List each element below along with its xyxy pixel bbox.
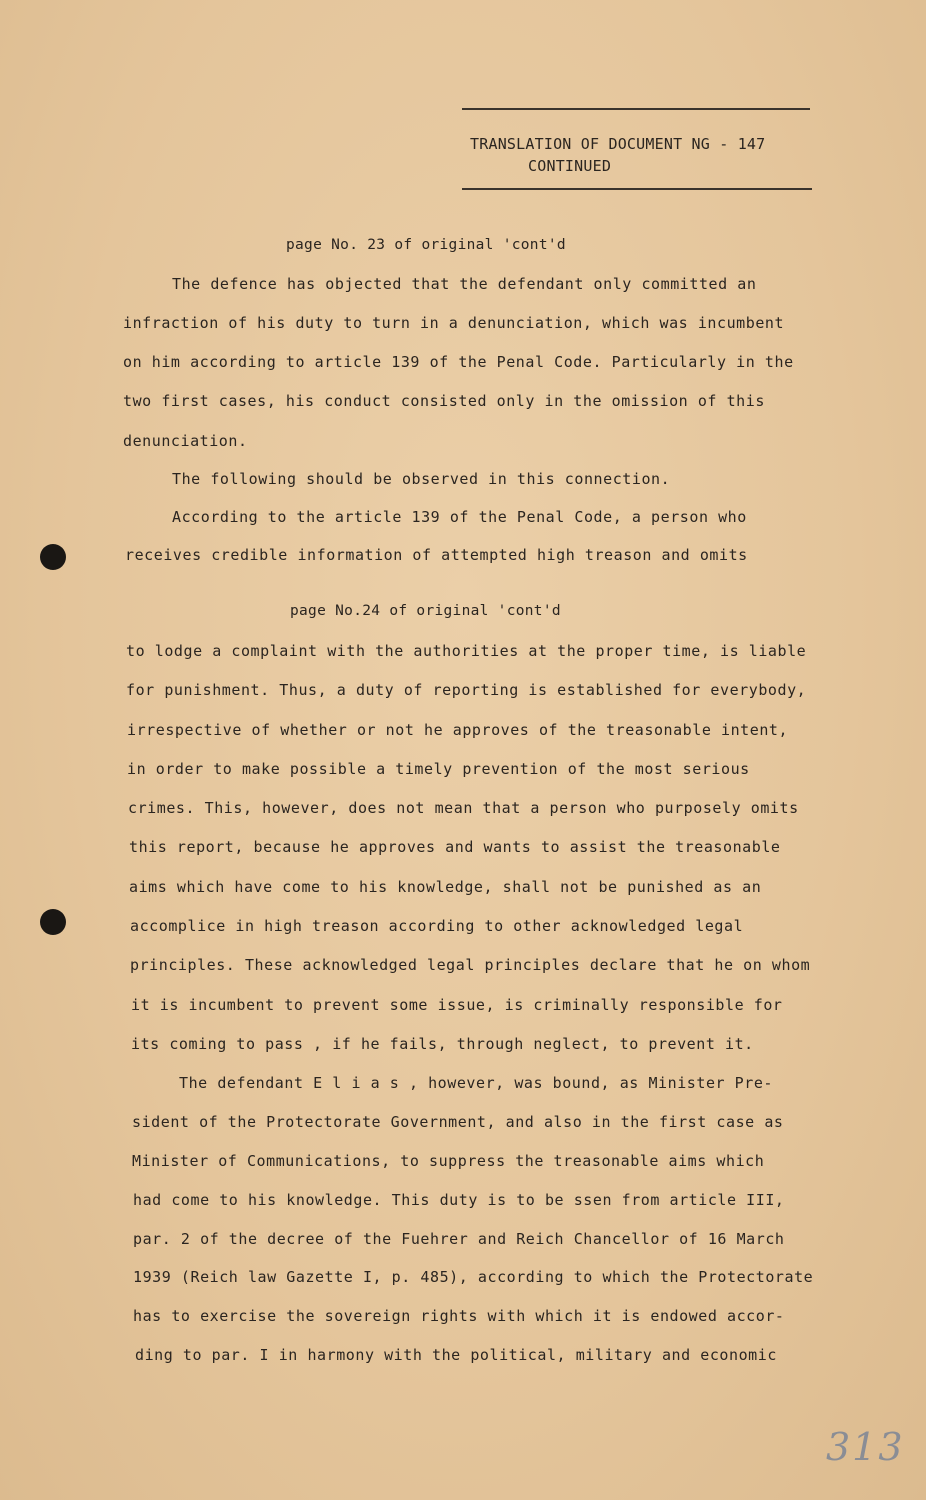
page-reference-24: page No.24 of original 'cont'd [290,603,561,619]
text-line: to lodge a complaint with the authorities at the proper time, is liable [126,642,807,660]
text-line: receives credible information of attempted high treason and omits [125,546,748,564]
text-line: two first cases, his conduct consisted only in the omission of this [123,392,765,410]
text-line: this report, because he approves and wants to assist the treasonable [129,838,781,856]
text-line: on him according to article 139 of the Penal Code. Particularly in the [123,353,794,371]
text-line: Minister of Communications, to suppress the treasonable aims which [132,1152,765,1170]
text-line: principles. These acknowledged legal principles declare that he on whom [130,956,811,974]
punch-hole-top [40,544,66,570]
text-line: crimes. This, however, does not mean that a person who purposely omits [128,799,799,817]
text-line: par. 2 of the decree of the Fuehrer and Reich Chancellor of 16 March [133,1230,785,1248]
text-line: sident of the Protectorate Government, and also in the first case as [132,1113,784,1131]
header-rule-top [462,108,810,110]
text-line: accomplice in high treason according to other acknowledged legal [130,917,744,935]
text-line: denunciation. [123,432,248,450]
text-line: it is incumbent to prevent some issue, is criminally responsible for [131,996,783,1014]
text-line: The defendant E l i a s , however, was bound, as Minister Pre- [179,1074,774,1092]
text-line: According to the article 139 of the Penal Code, a person who [172,508,747,526]
page-reference-23: page No. 23 of original 'cont'd [286,237,566,253]
heading-line-1: TRANSLATION OF DOCUMENT NG - 147 [470,135,766,153]
document-heading [470,133,810,177]
text-line: aims which have come to his knowledge, shall not be punished as an [129,878,762,896]
text-line: has to exercise the sovereign rights with which it is endowed accor- [133,1307,785,1325]
text-line: in order to make possible a timely prevention of the most serious [127,760,750,778]
text-line: infraction of his duty to turn in a denunciation, which was incumbent [123,314,785,332]
heading-line-2: CONTINUED [528,157,612,175]
text-line: The following should be observed in this connection. [172,470,671,488]
text-line: irrespective of whether or not he approves of the treasonable intent, [127,721,789,739]
text-line: 1939 (Reich law Gazette I, p. 485), according to which the Protectorate [133,1268,814,1286]
text-line: for punishment. Thus, a duty of reporting is established for everybody, [126,681,807,699]
text-line: had come to his knowledge. This duty is to be ssen from article III, [133,1191,785,1209]
handwritten-page-number: 313 [826,1425,905,1469]
header-rule-bottom [462,188,812,190]
text-line: its coming to pass , if he fails, through neglect, to prevent it. [131,1035,754,1053]
text-line: The defence has objected that the defendant only committed an [172,275,757,293]
punch-hole-bottom [40,909,66,935]
text-line: ding to par. I in harmony with the political, military and economic [135,1346,777,1364]
